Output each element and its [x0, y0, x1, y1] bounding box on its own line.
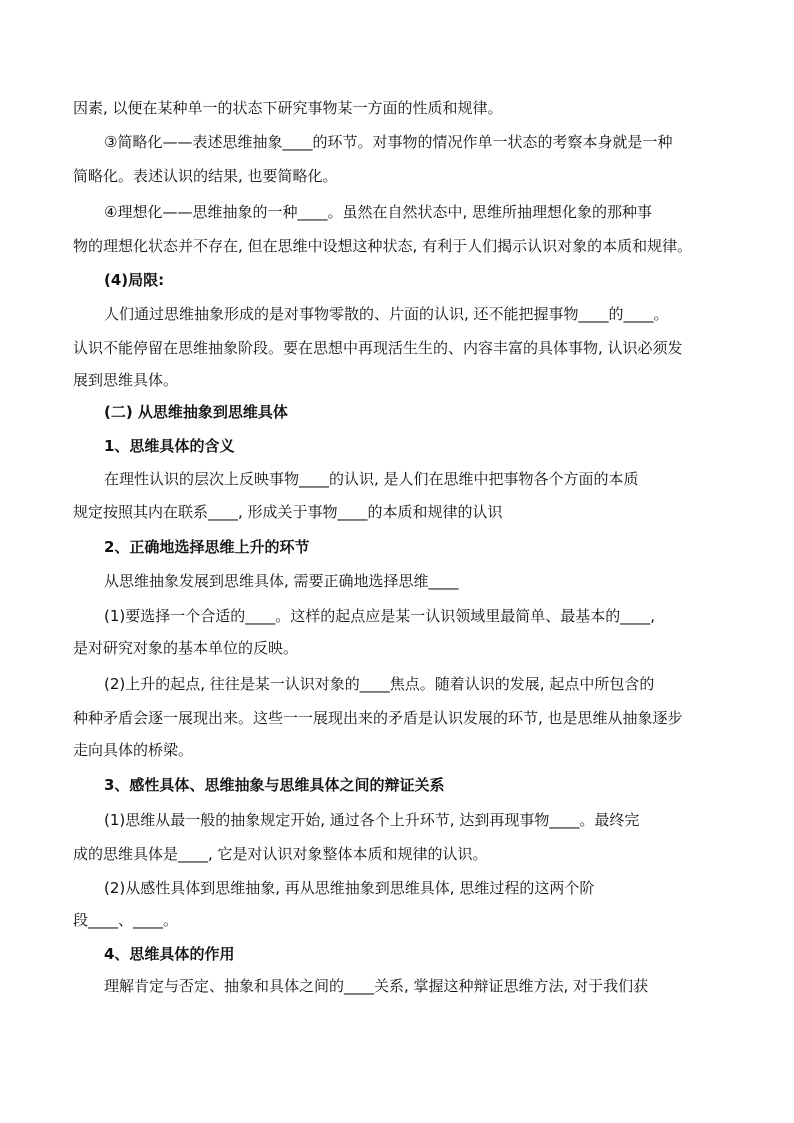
- text-line: (1)要选择一个合适的____。这样的起点应是某一认识领域里最简单、最基本的____,: [104, 607, 656, 625]
- text-line: 从思维抽象发展到思维具体, 需要正确地选择思维____: [104, 572, 459, 590]
- text-line: 展到思维具体。: [73, 371, 179, 389]
- text-line: ③简略化——表述思维抽象____的环节。对事物的情况作单一状态的考察本身就是一种: [104, 133, 673, 151]
- section-heading: (4)局限:: [104, 271, 165, 289]
- text-line: 是对研究对象的基本单位的反映。: [73, 639, 299, 657]
- text-line: (2)从感性具体到思维抽象, 再从思维抽象到思维具体, 思维过程的这两个阶: [104, 879, 595, 897]
- section-heading: 3、感性具体、思维抽象与思维具体之间的辩证关系: [104, 776, 445, 794]
- text-line: 走向具体的桥梁。: [73, 741, 194, 759]
- text-line: (2)上升的起点, 往往是某一认识对象的____焦点。随着认识的发展, 起点中所包含的: [104, 675, 655, 693]
- text-line: 因素, 以便在某种单一的状态下研究事物某一方面的性质和规律。: [73, 99, 503, 117]
- text-line: 规定按照其内在联系____, 形成关于事物____的本质和规律的认识: [73, 503, 503, 521]
- text-line: 认识不能停留在思维抽象阶段。要在思想中再现活生生的、内容丰富的具体事物, 认识必须发: [73, 339, 683, 357]
- section-heading: 1、思维具体的含义: [104, 437, 235, 455]
- section-heading: 4、思维具体的作用: [104, 945, 235, 963]
- text-line: 物的理想化状态并不存在, 但在思维中设想这种状态, 有利于人们揭示认识对象的本质和规律。: [73, 237, 693, 255]
- text-line: 成的思维具体是____, 它是对认识对象整体本质和规律的认识。: [73, 845, 488, 863]
- text-line: 简略化。表述认识的结果, 也要简略化。: [73, 167, 338, 185]
- text-line: ④理想化——思维抽象的一种____。虽然在自然状态中, 思维所抽理想化象的那种事: [104, 203, 652, 221]
- text-line: 在理性认识的层次上反映事物____的认识, 是人们在思维中把事物各个方面的本质: [104, 470, 639, 488]
- text-line: 人们通过思维抽象形成的是对事物零散的、片面的认识, 还不能把握事物____的____。: [104, 305, 669, 323]
- text-line: 种种矛盾会逐一展现出来。这些一一展现出来的矛盾是认识发展的环节, 也是思维从抽象逐步: [73, 709, 683, 727]
- text-line: 段____、____。: [73, 911, 179, 929]
- section-heading: 2、正确地选择思维上升的环节: [104, 538, 310, 556]
- text-line: (1)思维从最一般的抽象规定开始, 通过各个上升环节, 达到再现事物____。最终完: [104, 811, 640, 829]
- text-line: 理解肯定与否定、抽象和具体之间的____关系, 掌握这种辩证思维方法, 对于我们获: [104, 977, 649, 995]
- section-heading: (二) 从思维抽象到思维具体: [104, 403, 288, 421]
